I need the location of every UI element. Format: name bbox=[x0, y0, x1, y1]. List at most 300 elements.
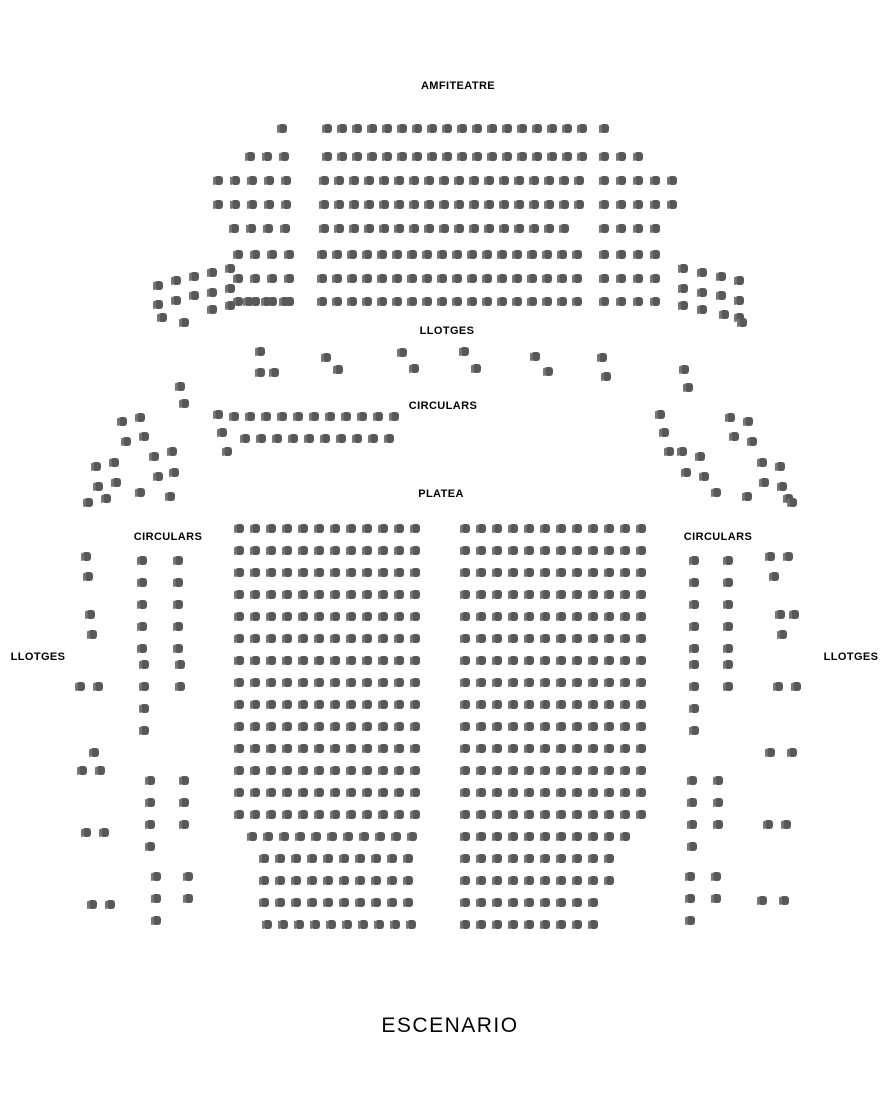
seat[interactable] bbox=[794, 682, 801, 691]
seat[interactable] bbox=[365, 766, 372, 775]
seat[interactable] bbox=[790, 498, 797, 507]
seat[interactable] bbox=[352, 224, 359, 233]
seat[interactable] bbox=[140, 600, 147, 609]
seat[interactable] bbox=[619, 224, 626, 233]
seat[interactable] bbox=[716, 776, 723, 785]
seat[interactable] bbox=[607, 854, 614, 863]
seat[interactable] bbox=[692, 644, 699, 653]
seat[interactable] bbox=[607, 744, 614, 753]
seat[interactable] bbox=[301, 722, 308, 731]
seat[interactable] bbox=[270, 250, 277, 259]
seat[interactable] bbox=[340, 152, 347, 161]
seat[interactable] bbox=[653, 176, 660, 185]
seat[interactable] bbox=[281, 920, 288, 929]
seat[interactable] bbox=[381, 810, 388, 819]
seat[interactable] bbox=[575, 832, 582, 841]
seat[interactable] bbox=[479, 876, 486, 885]
seat[interactable] bbox=[527, 832, 534, 841]
seat[interactable] bbox=[393, 920, 400, 929]
seat[interactable] bbox=[479, 788, 486, 797]
seat[interactable] bbox=[333, 634, 340, 643]
seat[interactable] bbox=[460, 152, 467, 161]
seat[interactable] bbox=[269, 678, 276, 687]
seat[interactable] bbox=[285, 634, 292, 643]
seat[interactable] bbox=[430, 152, 437, 161]
seat[interactable] bbox=[410, 297, 417, 306]
seat[interactable] bbox=[385, 124, 392, 133]
seat[interactable] bbox=[495, 854, 502, 863]
seat[interactable] bbox=[636, 200, 643, 209]
seat[interactable] bbox=[349, 524, 356, 533]
seat[interactable] bbox=[280, 124, 287, 133]
seat[interactable] bbox=[479, 590, 486, 599]
seat[interactable] bbox=[479, 854, 486, 863]
seat[interactable] bbox=[607, 788, 614, 797]
seat[interactable] bbox=[780, 482, 787, 491]
seat[interactable] bbox=[719, 272, 726, 281]
seat[interactable] bbox=[253, 788, 260, 797]
seat[interactable] bbox=[365, 590, 372, 599]
seat[interactable] bbox=[623, 766, 630, 775]
seat[interactable] bbox=[543, 810, 550, 819]
seat[interactable] bbox=[397, 224, 404, 233]
seat[interactable] bbox=[527, 524, 534, 533]
seat[interactable] bbox=[463, 920, 470, 929]
seat[interactable] bbox=[535, 152, 542, 161]
seat[interactable] bbox=[692, 600, 699, 609]
seat[interactable] bbox=[495, 832, 502, 841]
seat[interactable] bbox=[602, 250, 609, 259]
seat[interactable] bbox=[479, 678, 486, 687]
seat[interactable] bbox=[487, 200, 494, 209]
seat[interactable] bbox=[639, 700, 646, 709]
seat[interactable] bbox=[600, 353, 607, 362]
seat[interactable] bbox=[511, 546, 518, 555]
seat[interactable] bbox=[333, 590, 340, 599]
seat[interactable] bbox=[324, 353, 331, 362]
seat[interactable] bbox=[547, 224, 554, 233]
seat[interactable] bbox=[365, 656, 372, 665]
seat[interactable] bbox=[90, 630, 97, 639]
seat[interactable] bbox=[253, 524, 260, 533]
seat[interactable] bbox=[330, 832, 337, 841]
seat[interactable] bbox=[333, 612, 340, 621]
seat[interactable] bbox=[591, 898, 598, 907]
seat[interactable] bbox=[317, 744, 324, 753]
seat[interactable] bbox=[413, 810, 420, 819]
seat[interactable] bbox=[322, 176, 329, 185]
seat[interactable] bbox=[397, 766, 404, 775]
seat[interactable] bbox=[220, 428, 227, 437]
seat[interactable] bbox=[342, 854, 349, 863]
seat[interactable] bbox=[168, 492, 175, 501]
seat[interactable] bbox=[619, 297, 626, 306]
seat[interactable] bbox=[495, 590, 502, 599]
seat[interactable] bbox=[591, 810, 598, 819]
seat[interactable] bbox=[445, 124, 452, 133]
seat[interactable] bbox=[360, 412, 367, 421]
seat[interactable] bbox=[156, 281, 163, 290]
seat[interactable] bbox=[317, 722, 324, 731]
seat[interactable] bbox=[543, 876, 550, 885]
seat[interactable] bbox=[370, 124, 377, 133]
seat[interactable] bbox=[768, 552, 775, 561]
seat[interactable] bbox=[575, 634, 582, 643]
seat[interactable] bbox=[442, 224, 449, 233]
seat[interactable] bbox=[397, 524, 404, 533]
seat[interactable] bbox=[335, 297, 342, 306]
seat[interactable] bbox=[182, 399, 189, 408]
seat[interactable] bbox=[406, 898, 413, 907]
seat[interactable] bbox=[607, 568, 614, 577]
seat[interactable] bbox=[390, 898, 397, 907]
seat[interactable] bbox=[253, 766, 260, 775]
seat[interactable] bbox=[591, 590, 598, 599]
seat[interactable] bbox=[559, 634, 566, 643]
seat[interactable] bbox=[591, 876, 598, 885]
seat[interactable] bbox=[511, 920, 518, 929]
seat[interactable] bbox=[345, 920, 352, 929]
seat[interactable] bbox=[160, 313, 167, 322]
seat[interactable] bbox=[381, 788, 388, 797]
seat[interactable] bbox=[397, 678, 404, 687]
seat[interactable] bbox=[560, 274, 567, 283]
seat[interactable] bbox=[285, 590, 292, 599]
seat[interactable] bbox=[287, 274, 294, 283]
seat[interactable] bbox=[374, 898, 381, 907]
seat[interactable] bbox=[333, 722, 340, 731]
seat[interactable] bbox=[714, 872, 721, 881]
seat[interactable] bbox=[455, 274, 462, 283]
seat[interactable] bbox=[547, 176, 554, 185]
seat[interactable] bbox=[619, 200, 626, 209]
seat[interactable] bbox=[463, 590, 470, 599]
seat[interactable] bbox=[358, 854, 365, 863]
seat[interactable] bbox=[527, 590, 534, 599]
seat[interactable] bbox=[559, 700, 566, 709]
seat[interactable] bbox=[474, 364, 481, 373]
seat[interactable] bbox=[495, 722, 502, 731]
seat[interactable] bbox=[457, 224, 464, 233]
seat[interactable] bbox=[142, 726, 149, 735]
seat[interactable] bbox=[636, 152, 643, 161]
seat[interactable] bbox=[479, 568, 486, 577]
seat[interactable] bbox=[367, 224, 374, 233]
seat[interactable] bbox=[317, 590, 324, 599]
seat[interactable] bbox=[176, 556, 183, 565]
seat[interactable] bbox=[397, 656, 404, 665]
seat[interactable] bbox=[326, 854, 333, 863]
seat[interactable] bbox=[265, 920, 272, 929]
seat[interactable] bbox=[559, 590, 566, 599]
seat[interactable] bbox=[607, 810, 614, 819]
seat[interactable] bbox=[784, 820, 791, 829]
seat[interactable] bbox=[636, 176, 643, 185]
seat[interactable] bbox=[559, 898, 566, 907]
seat[interactable] bbox=[174, 296, 181, 305]
seat[interactable] bbox=[269, 568, 276, 577]
seat[interactable] bbox=[349, 568, 356, 577]
seat[interactable] bbox=[380, 274, 387, 283]
seat[interactable] bbox=[298, 832, 305, 841]
seat[interactable] bbox=[543, 744, 550, 753]
seat[interactable] bbox=[294, 898, 301, 907]
seat[interactable] bbox=[232, 412, 239, 421]
seat[interactable] bbox=[463, 898, 470, 907]
seat[interactable] bbox=[479, 524, 486, 533]
seat[interactable] bbox=[335, 250, 342, 259]
seat[interactable] bbox=[470, 274, 477, 283]
seat[interactable] bbox=[772, 572, 779, 581]
seat[interactable] bbox=[249, 224, 256, 233]
seat[interactable] bbox=[361, 920, 368, 929]
seat[interactable] bbox=[86, 498, 93, 507]
seat[interactable] bbox=[728, 413, 735, 422]
seat[interactable] bbox=[559, 766, 566, 775]
seat[interactable] bbox=[349, 744, 356, 753]
seat[interactable] bbox=[325, 124, 332, 133]
seat[interactable] bbox=[495, 634, 502, 643]
seat[interactable] bbox=[237, 612, 244, 621]
seat[interactable] bbox=[381, 568, 388, 577]
seat[interactable] bbox=[350, 250, 357, 259]
seat[interactable] bbox=[442, 200, 449, 209]
seat[interactable] bbox=[619, 176, 626, 185]
seat[interactable] bbox=[397, 546, 404, 555]
seat[interactable] bbox=[511, 700, 518, 709]
seat[interactable] bbox=[350, 297, 357, 306]
seat[interactable] bbox=[623, 678, 630, 687]
seat[interactable] bbox=[533, 352, 540, 361]
seat[interactable] bbox=[527, 898, 534, 907]
seat[interactable] bbox=[527, 700, 534, 709]
seat[interactable] bbox=[682, 365, 689, 374]
seat[interactable] bbox=[653, 250, 660, 259]
seat[interactable] bbox=[607, 590, 614, 599]
seat[interactable] bbox=[479, 722, 486, 731]
seat[interactable] bbox=[269, 612, 276, 621]
seat[interactable] bbox=[662, 428, 669, 437]
seat[interactable] bbox=[527, 810, 534, 819]
seat[interactable] bbox=[142, 660, 149, 669]
seat[interactable] bbox=[253, 722, 260, 731]
seat[interactable] bbox=[349, 700, 356, 709]
seat[interactable] bbox=[253, 810, 260, 819]
seat[interactable] bbox=[296, 412, 303, 421]
seat[interactable] bbox=[98, 766, 105, 775]
seat[interactable] bbox=[543, 524, 550, 533]
seat[interactable] bbox=[591, 678, 598, 687]
seat[interactable] bbox=[527, 766, 534, 775]
seat[interactable] bbox=[463, 810, 470, 819]
seat[interactable] bbox=[445, 152, 452, 161]
seat[interactable] bbox=[575, 250, 582, 259]
seat[interactable] bbox=[301, 524, 308, 533]
seat[interactable] bbox=[575, 898, 582, 907]
seat[interactable] bbox=[387, 434, 394, 443]
seat[interactable] bbox=[505, 152, 512, 161]
seat[interactable] bbox=[737, 296, 744, 305]
seat[interactable] bbox=[410, 250, 417, 259]
seat[interactable] bbox=[700, 268, 707, 277]
seat[interactable] bbox=[543, 700, 550, 709]
seat[interactable] bbox=[495, 898, 502, 907]
seat[interactable] bbox=[301, 656, 308, 665]
seat[interactable] bbox=[280, 412, 287, 421]
seat[interactable] bbox=[530, 297, 537, 306]
seat[interactable] bbox=[639, 678, 646, 687]
seat[interactable] bbox=[84, 552, 91, 561]
seat[interactable] bbox=[397, 788, 404, 797]
seat[interactable] bbox=[511, 832, 518, 841]
seat[interactable] bbox=[719, 291, 726, 300]
seat[interactable] bbox=[237, 678, 244, 687]
seat[interactable] bbox=[692, 622, 699, 631]
seat[interactable] bbox=[381, 722, 388, 731]
seat[interactable] bbox=[365, 744, 372, 753]
seat[interactable] bbox=[463, 876, 470, 885]
seat[interactable] bbox=[479, 634, 486, 643]
seat[interactable] bbox=[172, 468, 179, 477]
seat[interactable] bbox=[313, 920, 320, 929]
seat[interactable] bbox=[740, 318, 747, 327]
seat[interactable] bbox=[285, 612, 292, 621]
seat[interactable] bbox=[182, 820, 189, 829]
seat[interactable] bbox=[285, 810, 292, 819]
seat[interactable] bbox=[78, 682, 85, 691]
seat[interactable] bbox=[495, 700, 502, 709]
seat[interactable] bbox=[397, 700, 404, 709]
seat[interactable] bbox=[532, 200, 539, 209]
seat[interactable] bbox=[237, 722, 244, 731]
seat[interactable] bbox=[702, 472, 709, 481]
seat[interactable] bbox=[639, 546, 646, 555]
seat[interactable] bbox=[317, 546, 324, 555]
seat[interactable] bbox=[580, 152, 587, 161]
seat[interactable] bbox=[380, 297, 387, 306]
seat[interactable] bbox=[607, 766, 614, 775]
seat[interactable] bbox=[326, 876, 333, 885]
seat[interactable] bbox=[457, 200, 464, 209]
seat[interactable] bbox=[349, 634, 356, 643]
seat[interactable] bbox=[511, 568, 518, 577]
seat[interactable] bbox=[378, 832, 385, 841]
seat[interactable] bbox=[562, 200, 569, 209]
seat[interactable] bbox=[463, 854, 470, 863]
seat[interactable] bbox=[355, 124, 362, 133]
seat[interactable] bbox=[543, 788, 550, 797]
seat[interactable] bbox=[365, 722, 372, 731]
seat[interactable] bbox=[623, 744, 630, 753]
seat[interactable] bbox=[176, 622, 183, 631]
seat[interactable] bbox=[358, 876, 365, 885]
seat[interactable] bbox=[690, 776, 697, 785]
seat[interactable] bbox=[591, 744, 598, 753]
seat[interactable] bbox=[550, 152, 557, 161]
seat[interactable] bbox=[562, 224, 569, 233]
seat[interactable] bbox=[365, 700, 372, 709]
seat[interactable] bbox=[365, 612, 372, 621]
seat[interactable] bbox=[559, 876, 566, 885]
seat[interactable] bbox=[250, 176, 257, 185]
seat[interactable] bbox=[545, 297, 552, 306]
seat[interactable] bbox=[543, 590, 550, 599]
seat[interactable] bbox=[511, 722, 518, 731]
seat[interactable] bbox=[591, 920, 598, 929]
seat[interactable] bbox=[413, 722, 420, 731]
seat[interactable] bbox=[722, 310, 729, 319]
seat[interactable] bbox=[653, 274, 660, 283]
seat[interactable] bbox=[282, 152, 289, 161]
seat[interactable] bbox=[543, 832, 550, 841]
seat[interactable] bbox=[301, 612, 308, 621]
seat[interactable] bbox=[527, 678, 534, 687]
seat[interactable] bbox=[530, 274, 537, 283]
seat[interactable] bbox=[591, 612, 598, 621]
seat[interactable] bbox=[636, 224, 643, 233]
seat[interactable] bbox=[714, 488, 721, 497]
seat[interactable] bbox=[301, 590, 308, 599]
seat[interactable] bbox=[237, 590, 244, 599]
seat[interactable] bbox=[636, 274, 643, 283]
seat[interactable] bbox=[412, 176, 419, 185]
seat[interactable] bbox=[262, 854, 269, 863]
seat[interactable] bbox=[575, 920, 582, 929]
seat[interactable] bbox=[511, 810, 518, 819]
seat[interactable] bbox=[333, 568, 340, 577]
seat[interactable] bbox=[511, 876, 518, 885]
seat[interactable] bbox=[413, 678, 420, 687]
seat[interactable] bbox=[365, 634, 372, 643]
seat[interactable] bbox=[317, 700, 324, 709]
seat[interactable] bbox=[114, 478, 121, 487]
seat[interactable] bbox=[602, 200, 609, 209]
seat[interactable] bbox=[253, 568, 260, 577]
seat[interactable] bbox=[285, 568, 292, 577]
seat[interactable] bbox=[591, 568, 598, 577]
seat[interactable] bbox=[381, 634, 388, 643]
seat[interactable] bbox=[517, 176, 524, 185]
seat[interactable] bbox=[381, 766, 388, 775]
seat[interactable] bbox=[623, 700, 630, 709]
seat[interactable] bbox=[282, 832, 289, 841]
seat[interactable] bbox=[545, 274, 552, 283]
seat[interactable] bbox=[178, 682, 185, 691]
seat[interactable] bbox=[463, 788, 470, 797]
seat[interactable] bbox=[545, 250, 552, 259]
seat[interactable] bbox=[365, 568, 372, 577]
seat[interactable] bbox=[479, 612, 486, 621]
seat[interactable] bbox=[413, 700, 420, 709]
seat[interactable] bbox=[577, 200, 584, 209]
seat[interactable] bbox=[619, 250, 626, 259]
seat[interactable] bbox=[591, 832, 598, 841]
seat[interactable] bbox=[470, 297, 477, 306]
seat[interactable] bbox=[267, 200, 274, 209]
seat[interactable] bbox=[317, 524, 324, 533]
seat[interactable] bbox=[427, 224, 434, 233]
seat[interactable] bbox=[246, 297, 253, 306]
seat[interactable] bbox=[760, 458, 767, 467]
seat[interactable] bbox=[381, 546, 388, 555]
seat[interactable] bbox=[310, 876, 317, 885]
seat[interactable] bbox=[440, 297, 447, 306]
seat[interactable] bbox=[639, 788, 646, 797]
seat[interactable] bbox=[156, 300, 163, 309]
seat[interactable] bbox=[543, 634, 550, 643]
seat[interactable] bbox=[301, 744, 308, 753]
seat[interactable] bbox=[112, 458, 119, 467]
